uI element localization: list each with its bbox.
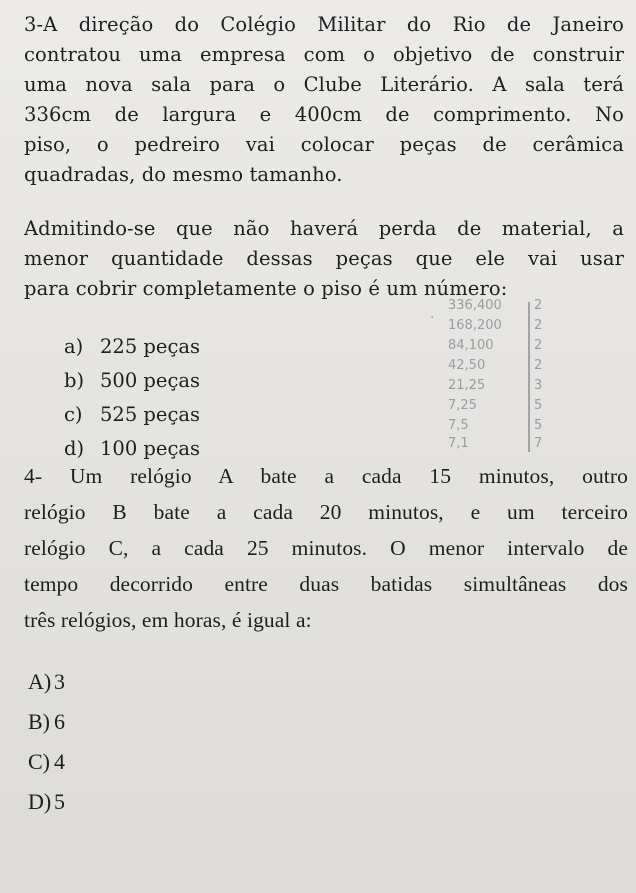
scratch-divisor: 2 xyxy=(534,358,543,373)
option-text: 225 peças xyxy=(100,335,200,358)
pencil-mark: · xyxy=(430,310,435,326)
scratch-row: 336,400 xyxy=(448,298,502,313)
q4-option-d[interactable] xyxy=(28,782,65,822)
q3-line: menor quantidade dessas peças que ele vai usar xyxy=(24,247,624,270)
q3-line: piso, o pedreiro vai colocar peças de cerâmica xyxy=(24,133,624,156)
question-3 xyxy=(24,10,624,304)
q4-option-c[interactable] xyxy=(28,742,65,782)
option-label: D) xyxy=(28,789,52,814)
q3-line: contratou uma empresa com o objetivo de construir xyxy=(24,43,624,66)
q3-option-b[interactable] xyxy=(64,364,200,398)
q4-option-a[interactable] xyxy=(28,662,65,702)
q3-option-c[interactable] xyxy=(64,398,200,432)
option-text: 100 peças xyxy=(100,437,200,460)
q3-line: 336cm de largura e 400cm de comprimento. No xyxy=(24,103,624,126)
q4-options xyxy=(28,662,65,822)
scratch-row: 7,25 xyxy=(448,398,477,413)
option-label: b) xyxy=(64,369,85,392)
q4-line: relógio B bate a cada 20 minutos, e um terceiro xyxy=(24,500,628,524)
scratch-row: 84,100 xyxy=(448,338,494,353)
option-text: 4 xyxy=(54,749,65,774)
option-label: B) xyxy=(28,709,50,734)
scratch-divisor: 7 xyxy=(534,436,543,451)
option-label: C) xyxy=(28,749,50,774)
q4-line: tempo decorrido entre duas batidas simultâneas dos xyxy=(24,572,628,596)
scratch-divisor: 2 xyxy=(534,338,543,353)
option-label: a) xyxy=(64,335,84,358)
scratch-divisor: 5 xyxy=(534,418,543,433)
scratch-divisor: 5 xyxy=(534,398,543,413)
q4-option-b[interactable] xyxy=(28,702,65,742)
question-4 xyxy=(24,458,628,638)
q3-line: Admitindo-se que não haverá perda de material, a xyxy=(24,217,624,240)
q3-line: 3-A direção do Colégio Militar do Rio de Janeiro xyxy=(24,13,624,36)
q3-line: quadradas, do mesmo tamanho. xyxy=(24,163,343,186)
q4-line: três relógios, em horas, é igual a: xyxy=(24,608,312,632)
option-text: 3 xyxy=(54,669,65,694)
division-bar xyxy=(528,302,530,452)
option-label: A) xyxy=(28,669,52,694)
scratch-row: 21,25 xyxy=(448,378,486,393)
scratch-divisor: 2 xyxy=(534,298,543,313)
option-label: c) xyxy=(64,403,83,426)
option-text: 5 xyxy=(54,789,65,814)
scratch-row: 42,50 xyxy=(448,358,486,373)
option-text: 6 xyxy=(54,709,65,734)
q3-line: uma nova sala para o Clube Literário. A sala terá xyxy=(24,73,624,96)
handwritten-scratch-work xyxy=(430,296,570,476)
q3-option-a[interactable] xyxy=(64,330,200,364)
q3-line: para cobrir completamente o piso é um número: xyxy=(24,277,508,300)
scratch-divisor: 3 xyxy=(534,378,543,393)
q4-line: 4- Um relógio A bate a cada 15 minutos, outro xyxy=(24,464,628,488)
q3-paragraph-2 xyxy=(24,214,624,304)
option-text: 525 peças xyxy=(100,403,200,426)
q4-line: relógio C, a cada 25 minutos. O menor intervalo de xyxy=(24,536,628,560)
scratch-row: 168,200 xyxy=(448,318,502,333)
scratch-row: 7,1 xyxy=(448,436,469,451)
q3-options xyxy=(64,330,200,466)
option-text: 500 peças xyxy=(100,369,200,392)
scratch-row: 7,5 xyxy=(448,418,469,433)
option-label: d) xyxy=(64,437,85,460)
scratch-divisor: 2 xyxy=(534,318,543,333)
